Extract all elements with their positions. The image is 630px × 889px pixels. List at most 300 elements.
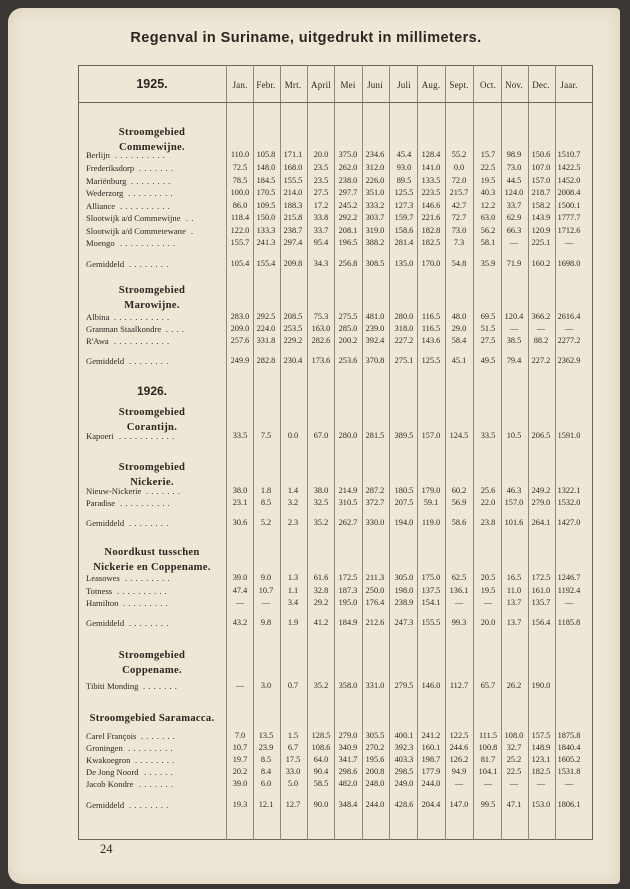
rainfall-value: 155.5 xyxy=(421,618,441,627)
section-heading: Stroomgebied xyxy=(118,285,186,296)
rainfall-value: 194.0 xyxy=(394,518,414,527)
leader-dots: . . . . . . . . . . xyxy=(120,498,171,508)
table-row xyxy=(86,237,591,249)
rainfall-value: 108.0 xyxy=(504,731,524,740)
rainfall-value: 358.0 xyxy=(338,681,358,690)
rainfall-value: 331.0 xyxy=(365,681,385,690)
section-heading: Nickerie en Coppename. xyxy=(93,562,211,573)
rainfall-value: 126.2 xyxy=(449,755,469,764)
column-header: Jan. xyxy=(232,80,248,90)
rainfall-value: 99.5 xyxy=(480,800,496,809)
rainfall-value: 35.2 xyxy=(313,681,329,690)
rainfall-value: 262.7 xyxy=(338,518,358,527)
section-heading: Coppename. xyxy=(122,665,182,676)
rainfall-value: 146.0 xyxy=(421,681,441,690)
rainfall-value: 298.5 xyxy=(394,767,414,776)
rainfall-value: 238.9 xyxy=(394,598,414,607)
rainfall-value: 25.6 xyxy=(480,486,496,495)
rainfall-value: 2362.9 xyxy=(557,356,581,365)
rainfall-value: 33.7 xyxy=(506,201,522,210)
station-name: Frederiksdorp xyxy=(86,163,135,173)
leader-dots: . . . . . . . . . . xyxy=(115,150,166,160)
rainfall-value: 281.5 xyxy=(365,431,385,440)
rainfall-value: 348.4 xyxy=(338,800,358,809)
rainfall-value: 100.8 xyxy=(478,743,498,752)
rainfall-value: 0.7 xyxy=(287,681,299,690)
station-name: Leasowes xyxy=(86,573,120,583)
rainfall-value: 1.1 xyxy=(287,586,299,595)
rainfall-value: 262.0 xyxy=(338,163,358,172)
rainfall-value: 330.0 xyxy=(365,518,385,527)
rainfall-value: 173.6 xyxy=(311,356,331,365)
rainfall-value: 8.5 xyxy=(260,498,272,507)
rainfall-value: 392.3 xyxy=(394,743,414,752)
leader-dots: . . . . . . . xyxy=(146,486,181,496)
rainfall-value: 366.2 xyxy=(531,312,551,321)
rainfall-value: 319.0 xyxy=(365,226,385,235)
rainfall-value: 182.5 xyxy=(531,767,551,776)
rainfall-value: 154.1 xyxy=(421,598,441,607)
rainfall-value: 428.6 xyxy=(394,800,414,809)
leader-dots: . . . . . . . . xyxy=(129,259,169,269)
rainfall-value: 109.5 xyxy=(256,201,276,210)
table-row xyxy=(86,485,591,497)
rainfall-value: 51.5 xyxy=(480,324,496,333)
rainfall-value: 148.0 xyxy=(256,163,276,172)
station-name: Tibiti Monding xyxy=(86,681,139,691)
station-name: Berlijn xyxy=(86,150,110,160)
rainfall-value: 95.4 xyxy=(313,238,329,247)
rainfall-value: 1422.5 xyxy=(557,163,581,172)
rainfall-value: 204.4 xyxy=(421,800,441,809)
rainfall-value: 249.2 xyxy=(531,486,551,495)
rainfall-value: 157.0 xyxy=(504,498,524,507)
rainfall-value: 249.0 xyxy=(394,779,414,788)
rainfall-value: 10.5 xyxy=(506,431,522,440)
rainfall-value: 59.1 xyxy=(423,498,439,507)
rainfall-value: 331.8 xyxy=(256,336,276,345)
leader-dots: . xyxy=(191,226,194,236)
rainfall-value: 72.7 xyxy=(451,213,467,222)
rainfall-value: 17.5 xyxy=(285,755,301,764)
rainfall-value: — xyxy=(564,598,574,607)
rainfall-value: 16.5 xyxy=(506,573,522,582)
column-header: Juli xyxy=(397,80,411,90)
rainfall-value: — xyxy=(483,598,493,607)
rainfall-value: 125.5 xyxy=(394,188,414,197)
rainfall-value: 64.0 xyxy=(313,755,329,764)
rainfall-value: 33.5 xyxy=(480,431,496,440)
column-header: Sept. xyxy=(449,80,469,90)
rainfall-value: 244.0 xyxy=(365,800,385,809)
rainfall-value: 13.7 xyxy=(506,598,522,607)
rainfall-value: 35.9 xyxy=(480,259,496,268)
rainfall-value: 184.5 xyxy=(256,176,276,185)
rainfall-value: — xyxy=(509,238,519,247)
rainfall-value: 200.8 xyxy=(365,767,385,776)
station-name: De Jong Noord xyxy=(86,767,139,777)
leader-dots: . . . . . . xyxy=(144,767,174,777)
leader-dots: . . . . . . . . . xyxy=(123,598,169,608)
rainfall-value: 1452.0 xyxy=(557,176,581,185)
rainfall-value: 170.0 xyxy=(421,259,441,268)
rainfall-value: 303.7 xyxy=(365,213,385,222)
rainfall-value: 206.5 xyxy=(531,431,551,440)
rainfall-value: 73.0 xyxy=(506,163,522,172)
rainfall-value: 32.8 xyxy=(313,586,329,595)
rainfall-value: 23.1 xyxy=(232,498,248,507)
rainfall-value: 221.6 xyxy=(421,213,441,222)
rainfall-value: 215.8 xyxy=(283,213,303,222)
rainfall-value: 158.6 xyxy=(394,226,414,235)
station-name: Totness xyxy=(86,586,113,596)
rainfall-value: 3.0 xyxy=(260,681,272,690)
rainfall-value: 2.3 xyxy=(287,518,299,527)
table-row xyxy=(86,430,591,442)
rainfall-value: 107.0 xyxy=(531,163,551,172)
rainfall-value: 127.3 xyxy=(394,201,414,210)
rainfall-value: 71.9 xyxy=(506,259,522,268)
rainfall-value: 58.1 xyxy=(480,238,496,247)
rainfall-value: 340.9 xyxy=(338,743,358,752)
rainfall-value: 224.0 xyxy=(256,324,276,333)
rainfall-value: 7.3 xyxy=(453,238,465,247)
rainfall-value: 188.3 xyxy=(283,201,303,210)
table-row xyxy=(86,742,591,754)
rainfall-value: 238.7 xyxy=(283,226,303,235)
rainfall-value: 99.3 xyxy=(451,618,467,627)
rainfall-value: 32.5 xyxy=(313,498,329,507)
rainfall-value: 155.4 xyxy=(256,259,276,268)
rainfall-value: 46.3 xyxy=(506,486,522,495)
table-row xyxy=(86,200,591,212)
rainfall-value: 38.0 xyxy=(232,486,248,495)
table-row xyxy=(86,585,591,597)
rainfall-value: 7.5 xyxy=(260,431,272,440)
section-heading: Nickerie. xyxy=(130,477,174,488)
rainfall-value: 23.5 xyxy=(313,163,329,172)
rainfall-value: 98.9 xyxy=(506,150,522,159)
leader-dots: . . . . . . . . . . . xyxy=(120,238,176,248)
rainfall-value: 90.0 xyxy=(313,800,329,809)
rainfall-value: 170.5 xyxy=(256,188,276,197)
rainfall-value: 180.5 xyxy=(394,486,414,495)
rainfall-value: 256.8 xyxy=(338,259,358,268)
rainfall-value: 198.0 xyxy=(394,586,414,595)
column-header: Nov. xyxy=(505,80,523,90)
rainfall-value: 147.0 xyxy=(449,800,469,809)
rainfall-value: 298.6 xyxy=(338,767,358,776)
rainfall-value: 177.9 xyxy=(421,767,441,776)
rainfall-value: 308.5 xyxy=(365,259,385,268)
rainfall-value: 245.2 xyxy=(338,201,358,210)
rainfall-value: 65.7 xyxy=(480,681,496,690)
rainfall-value: 110.0 xyxy=(230,150,250,159)
rainfall-value: 280.0 xyxy=(394,312,414,321)
average-row xyxy=(86,617,591,629)
rainfall-value: 297.7 xyxy=(338,188,358,197)
rainfall-value: 30.6 xyxy=(232,518,248,527)
rainfall-value: 2008.4 xyxy=(557,188,581,197)
rainfall-value: 282.6 xyxy=(311,336,331,345)
rainfall-value: 171.1 xyxy=(283,150,303,159)
leader-dots: . . . . . . . . xyxy=(129,618,169,628)
rainfall-value: 223.5 xyxy=(421,188,441,197)
rainfall-value: 116.5 xyxy=(421,312,441,321)
rainfall-value: 1185.8 xyxy=(557,618,581,627)
rainfall-value: 253.6 xyxy=(338,356,358,365)
table-row xyxy=(86,323,591,335)
rainfall-value: 111.5 xyxy=(478,731,498,740)
rainfall-value: 120.9 xyxy=(531,226,551,235)
rainfall-value: 179.0 xyxy=(421,486,441,495)
section-heading: Stroomgebied xyxy=(118,127,186,138)
rainfall-value: 482.0 xyxy=(338,779,358,788)
station-name: Kwakoegron xyxy=(86,755,131,765)
rainfall-value: 168.0 xyxy=(283,163,303,172)
rainfall-value: 247.3 xyxy=(394,618,414,627)
rainfall-value: 63.0 xyxy=(480,213,496,222)
rainfall-value: 1510.7 xyxy=(557,150,581,159)
rainfall-value: 23.8 xyxy=(480,518,496,527)
column-header: April xyxy=(311,80,331,90)
rainfall-value: 481.0 xyxy=(365,312,385,321)
rainfall-value: 72.0 xyxy=(451,176,467,185)
rainfall-value: 48.0 xyxy=(451,312,467,321)
rainfall-value: 2277.2 xyxy=(557,336,581,345)
rainfall-value: 158.2 xyxy=(531,201,551,210)
rainfall-value: — xyxy=(509,324,519,333)
rainfall-value: 375.0 xyxy=(338,150,358,159)
rainfall-value: 3.4 xyxy=(287,598,299,607)
rainfall-value: 118.4 xyxy=(230,213,250,222)
rainfall-value: 2616.4 xyxy=(557,312,581,321)
rainfall-value: 67.0 xyxy=(313,431,329,440)
rainfall-value: 56.9 xyxy=(451,498,467,507)
rainfall-value: 150.6 xyxy=(531,150,551,159)
rainfall-value: 135.7 xyxy=(531,598,551,607)
table-row xyxy=(86,778,591,790)
table-row xyxy=(86,149,591,161)
rainfall-value: 41.2 xyxy=(313,618,329,627)
leader-dots: . . . . . . . . . . . xyxy=(114,336,170,346)
rainfall-value: 33.0 xyxy=(285,767,301,776)
rainfall-value: 10.7 xyxy=(258,586,274,595)
table-row xyxy=(86,572,591,584)
rainfall-value: 6.0 xyxy=(260,779,272,788)
rainfall-value: 156.4 xyxy=(531,618,551,627)
rainfall-value: 45.1 xyxy=(451,356,467,365)
rainfall-value: — xyxy=(564,779,574,788)
rainfall-value: 1.3 xyxy=(287,573,299,582)
section-heading: Noordkust tusschen xyxy=(104,547,200,558)
rainfall-value: 56.2 xyxy=(480,226,496,235)
rainfall-value: 292.2 xyxy=(338,213,358,222)
header-rule xyxy=(78,102,593,103)
rainfall-value: 1777.7 xyxy=(557,213,581,222)
rainfall-value: 62.5 xyxy=(451,573,467,582)
rainfall-value: 214.9 xyxy=(338,486,358,495)
rainfall-value: 155.5 xyxy=(283,176,303,185)
station-name: Nieuw-Nickerie xyxy=(86,486,142,496)
rainfall-value: 32.7 xyxy=(506,743,522,752)
rainfall-value: 3.2 xyxy=(287,498,299,507)
rainfall-value: — xyxy=(564,324,574,333)
rainfall-value: 141.0 xyxy=(421,163,441,172)
column-header: Aug. xyxy=(421,80,441,90)
section-heading: Stroomgebied Saramacca. xyxy=(89,713,215,724)
rainfall-value: 8.5 xyxy=(260,755,272,764)
rainfall-value: 196.5 xyxy=(338,238,358,247)
table-row xyxy=(86,680,591,692)
rainfall-value: 11.0 xyxy=(506,586,522,595)
leader-dots: . . . . . . . . . xyxy=(128,743,174,753)
rainfall-value: 312.0 xyxy=(365,163,385,172)
rainfall-value: 187.3 xyxy=(338,586,358,595)
rainfall-value: — xyxy=(509,779,519,788)
rainfall-value: 108.6 xyxy=(311,743,331,752)
rainfall-value: 157.5 xyxy=(531,731,551,740)
rainfall-value: 1192.4 xyxy=(557,586,581,595)
rainfall-value: 104.1 xyxy=(478,767,498,776)
rainfall-value: 1591.0 xyxy=(557,431,581,440)
rainfall-value: 143.9 xyxy=(531,213,551,222)
rainfall-value: 190.0 xyxy=(531,681,551,690)
rainfall-value: 25.2 xyxy=(506,755,522,764)
leader-dots: . . . . . . . . . xyxy=(125,573,171,583)
rainfall-value: 157.0 xyxy=(421,431,441,440)
rainfall-value: 120.4 xyxy=(504,312,524,321)
rainfall-value: 89.5 xyxy=(396,176,412,185)
rainfall-value: — xyxy=(235,681,245,690)
station-name: Carel François xyxy=(86,731,137,741)
rainfall-value: 86.0 xyxy=(232,201,248,210)
rainfall-value: 69.5 xyxy=(480,312,496,321)
rainfall-value: 1698.0 xyxy=(557,259,581,268)
rainfall-value: 195.6 xyxy=(365,755,385,764)
header-year: 1925. xyxy=(136,77,168,91)
rainfall-value: 227.2 xyxy=(394,336,414,345)
station-name: Paradise xyxy=(86,498,116,508)
table-row xyxy=(86,225,591,237)
rainfall-value: 20.0 xyxy=(480,618,496,627)
leader-dots: . . . . . . . . . xyxy=(128,188,174,198)
rainfall-value: 39.0 xyxy=(232,779,248,788)
leader-dots: . . . . . . . . xyxy=(135,755,175,765)
rainfall-value: 100.0 xyxy=(230,188,250,197)
station-name: Slootwijk a/d Commewijne xyxy=(86,213,181,223)
table-row xyxy=(86,175,591,187)
column-header: Dec. xyxy=(532,80,550,90)
station-name: Wederzorg xyxy=(86,188,124,198)
station-name: Mariënburg xyxy=(86,176,127,186)
rainfall-value: 279.0 xyxy=(338,731,358,740)
rainfall-value: 305.0 xyxy=(394,573,414,582)
rainfall-value: 128.4 xyxy=(421,150,441,159)
rainfall-value: 389.5 xyxy=(394,431,414,440)
page-title: Regenval in Suriname, uitgedrukt in millimeters. xyxy=(130,30,482,46)
rainfall-value: 19.3 xyxy=(232,800,248,809)
rainfall-value: 8.4 xyxy=(260,767,272,776)
rainfall-value: 81.7 xyxy=(480,755,496,764)
rainfall-value: 1605.2 xyxy=(557,755,581,764)
rainfall-value: 34.3 xyxy=(313,259,329,268)
rainfall-value: 116.5 xyxy=(421,324,441,333)
station-name: Gemiddeld xyxy=(86,356,125,366)
rainfall-value: 1806.1 xyxy=(557,800,581,809)
rainfall-value: 234.6 xyxy=(365,150,385,159)
rainfall-value: 62.9 xyxy=(506,213,522,222)
rainfall-value: 22.5 xyxy=(506,767,522,776)
rainfall-value: 1246.7 xyxy=(557,573,581,582)
rainfall-value: 212.6 xyxy=(365,618,385,627)
rainfall-value: 244.0 xyxy=(421,779,441,788)
rainfall-value: 60.2 xyxy=(451,486,467,495)
rainfall-value: 208.1 xyxy=(338,226,358,235)
rainfall-value: 93.0 xyxy=(396,163,412,172)
table-row xyxy=(86,597,591,609)
rainfall-value: 155.7 xyxy=(230,238,250,247)
rainfall-value: 23.9 xyxy=(258,743,274,752)
rainfall-value: — xyxy=(261,598,271,607)
rainfall-value: 122.0 xyxy=(230,226,250,235)
rainfall-value: 47.1 xyxy=(506,800,522,809)
leader-dots: . . . . . . . xyxy=(143,681,178,691)
rainfall-value: 54.8 xyxy=(451,259,467,268)
station-name: Moengo xyxy=(86,238,115,248)
rainfall-value: 105.4 xyxy=(230,259,250,268)
rainfall-value: 78.5 xyxy=(232,176,248,185)
station-name: Slootwijk a/d Commetewane xyxy=(86,226,186,236)
station-name: Alliance xyxy=(86,201,116,211)
rainfall-value: 20.0 xyxy=(313,150,329,159)
rainfall-value: 119.0 xyxy=(421,518,441,527)
table-row xyxy=(86,162,591,174)
rainfall-value: 281.4 xyxy=(394,238,414,247)
rainfall-value: 292.5 xyxy=(256,312,276,321)
rainfall-value: 318.0 xyxy=(394,324,414,333)
rainfall-value: 153.0 xyxy=(531,800,551,809)
rainfall-value: 392.4 xyxy=(365,336,385,345)
station-name: Hamilton xyxy=(86,598,119,608)
rainfall-value: 209.8 xyxy=(283,259,303,268)
rainfall-value: 297.4 xyxy=(283,238,303,247)
rainfall-value: 241.2 xyxy=(421,731,441,740)
rainfall-value: 372.7 xyxy=(365,498,385,507)
rainfall-value: 124.0 xyxy=(504,188,524,197)
rainfall-value: 23.5 xyxy=(313,176,329,185)
rainfall-value: 122.5 xyxy=(449,731,469,740)
rainfall-value: 182.5 xyxy=(421,238,441,247)
rainfall-value: 182.8 xyxy=(421,226,441,235)
rainfall-value: 0.0 xyxy=(287,431,299,440)
station-name: Gemiddeld xyxy=(86,518,125,528)
rainfall-value: 157.0 xyxy=(531,176,551,185)
rainfall-value: 1.5 xyxy=(287,731,299,740)
average-row xyxy=(86,355,591,367)
rainfall-value: 244.6 xyxy=(449,743,469,752)
rainfall-value: 283.0 xyxy=(230,312,250,321)
rainfall-value: 230.4 xyxy=(283,356,303,365)
rainfall-value: — xyxy=(564,238,574,247)
leader-dots: . . . . . . . . . . xyxy=(117,586,168,596)
station-name: Jacob Kondre xyxy=(86,779,134,789)
rainfall-value: 208.5 xyxy=(283,312,303,321)
leader-dots: . . . . . . . . xyxy=(129,356,169,366)
leader-dots: . . . . . . . xyxy=(139,779,174,789)
rainfall-value: 333.2 xyxy=(365,201,385,210)
rainfall-value: 227.2 xyxy=(531,356,551,365)
